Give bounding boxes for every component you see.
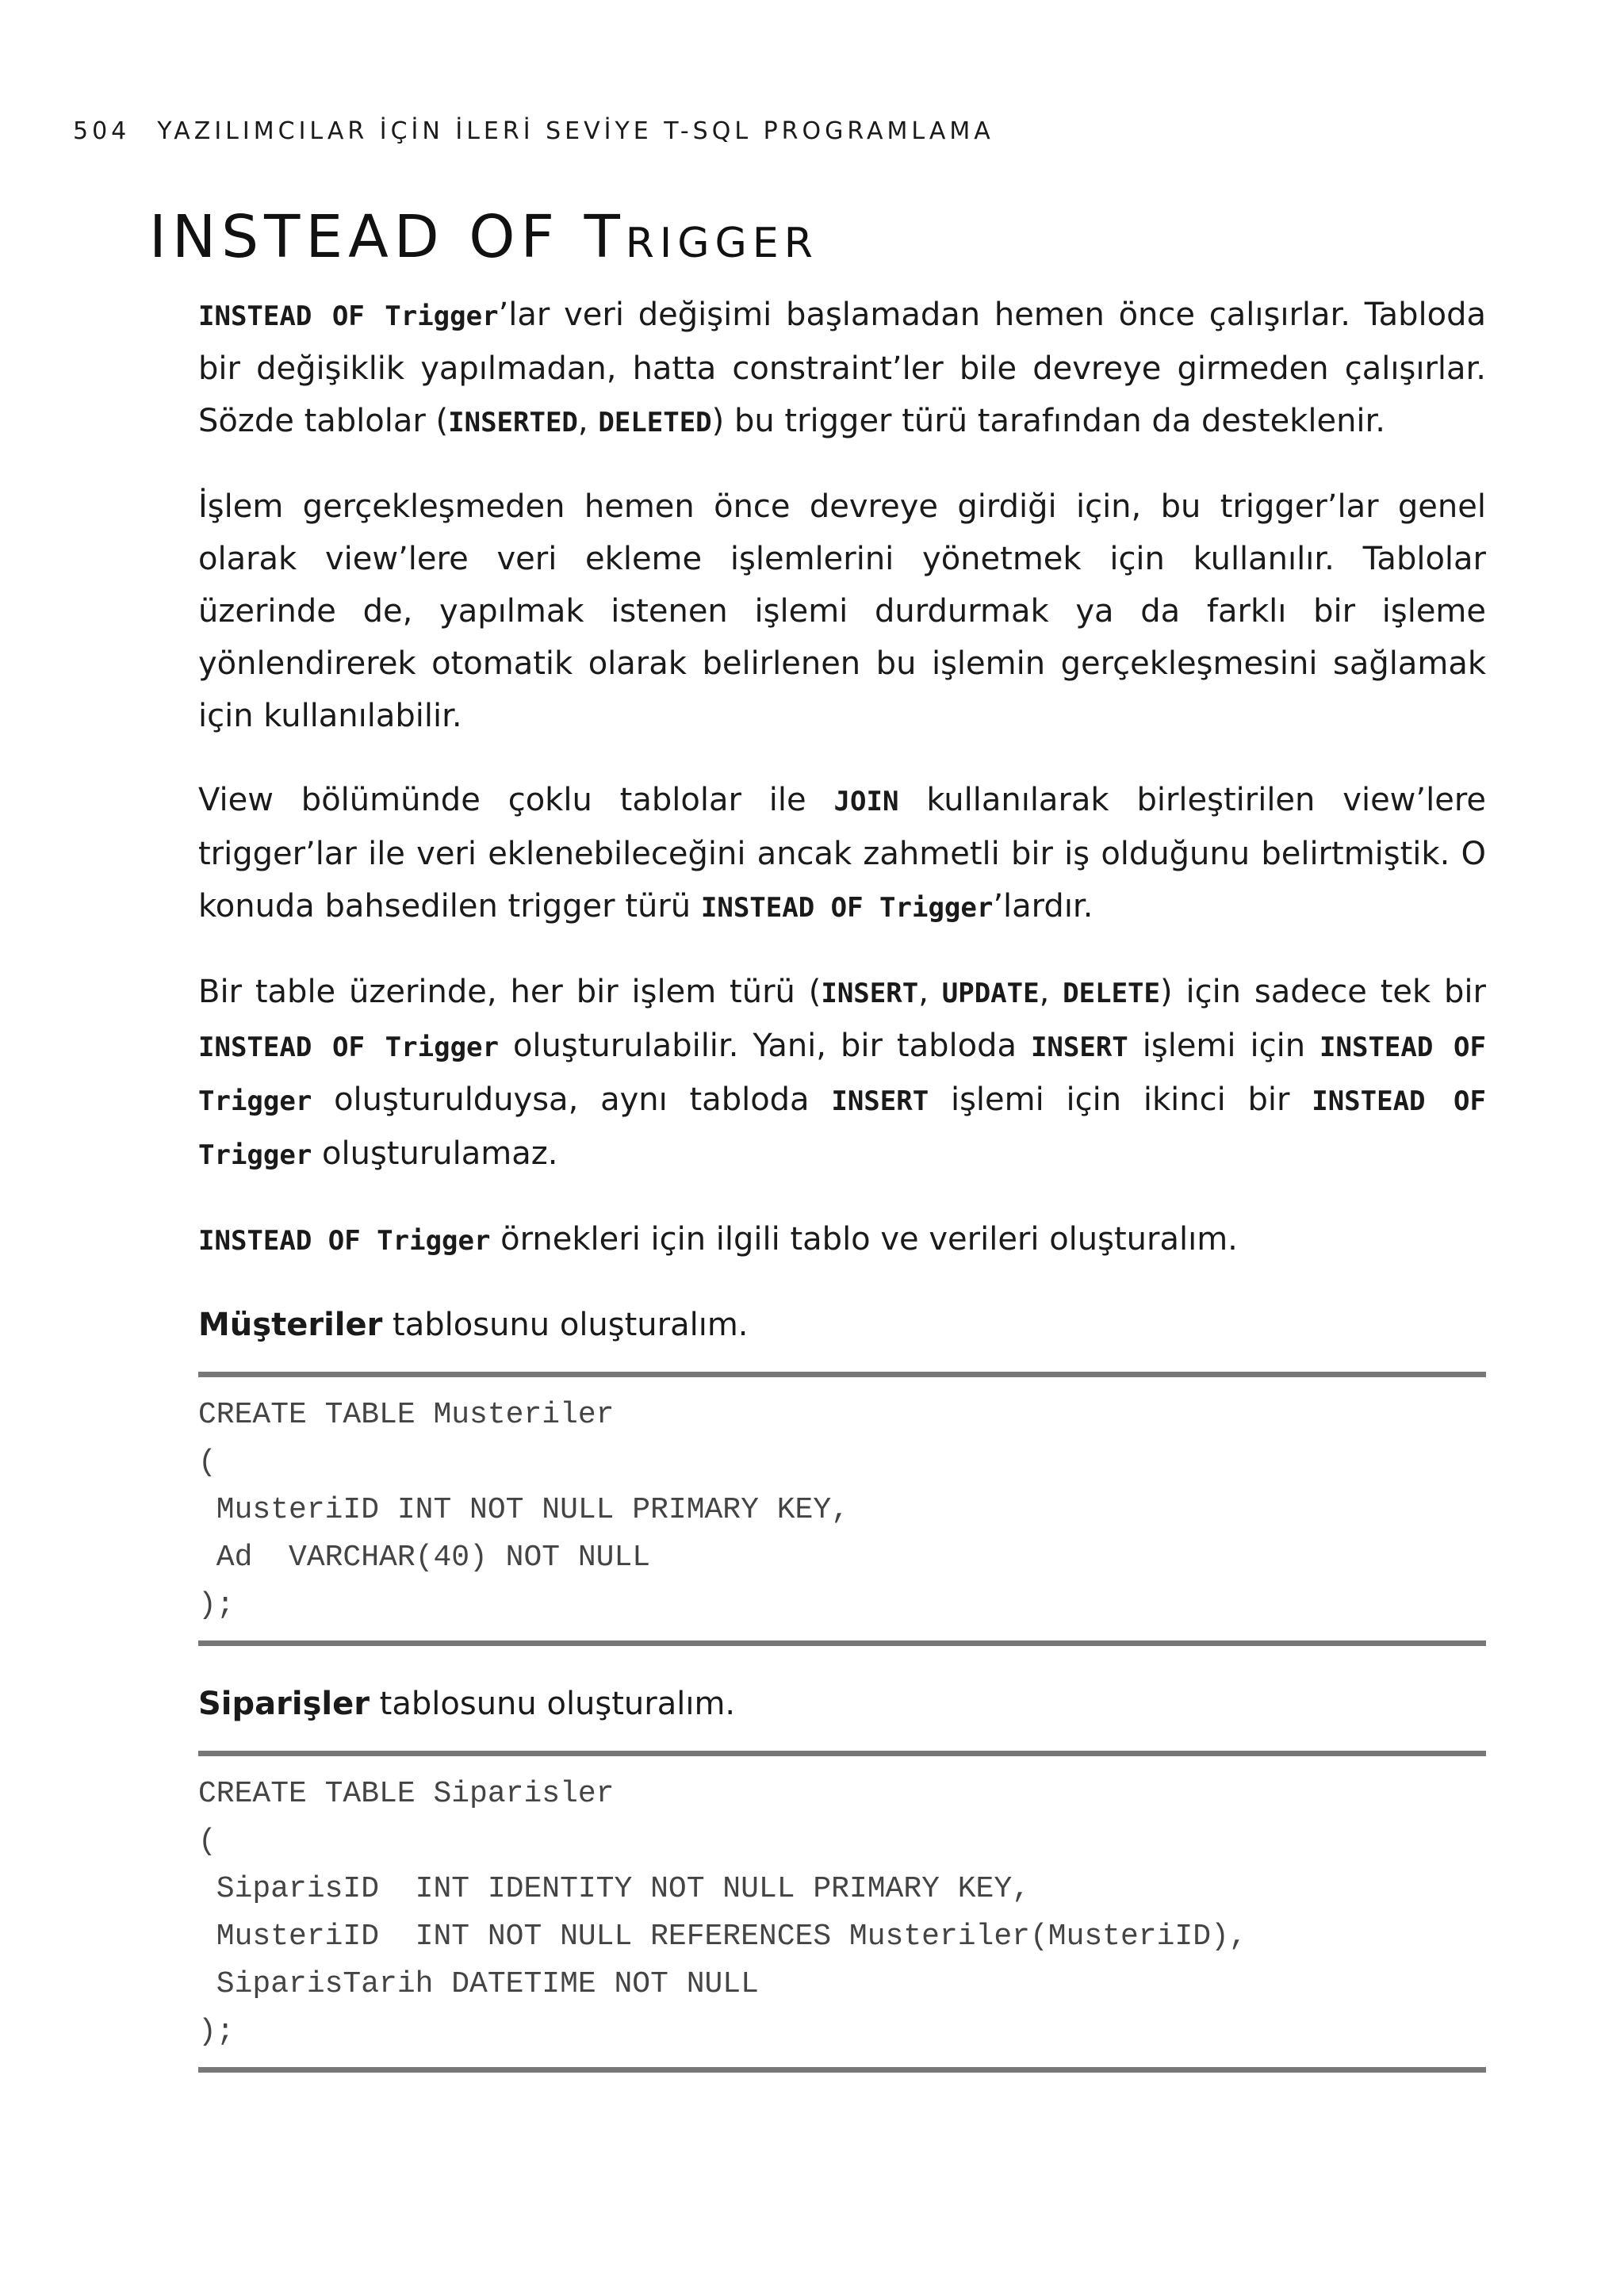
keyword-delete: DELETE	[1063, 978, 1160, 1009]
paragraph-text: kullanılarak birleştirilen view’lere trigger’lar ile veri eklenebileceğini ancak zahmetli bir iş olduğunu belirtmiştik. O konuda bahsedilen trigger türü	[198, 782, 1487, 925]
siparisler-table-name: Siparişler	[198, 1686, 370, 1722]
running-header	[73, 117, 994, 145]
paragraph-text: işlemi için ikinci bir	[929, 1081, 1312, 1118]
paragraph-text: İşlem gerçekleşmeden hemen önce devreye girdiği için, bu trigger’lar genel olarak view’lere veri ekleme işlemlerini yönetmek için kullanılır. Tablolar üzerinde de, yapılmak istenen işlemi durdurmak ya da farklı bir işleme yönlendirerek otomatik olarak belirlenen bu işlemin gerçekleşmesini sağlamak için kullanılabilir.	[198, 488, 1486, 734]
paragraph-text: ,	[1039, 974, 1063, 1010]
code-line: (	[198, 1824, 216, 1859]
paragraph-text: View bölümünde çoklu tablolar ile	[198, 782, 834, 818]
code-block-siparisler	[198, 1751, 1486, 2073]
section-title	[149, 203, 818, 271]
paragraph-3	[198, 774, 1486, 934]
keyword-insert: INSERT	[821, 978, 919, 1009]
book-title: YAZILIMCILAR İÇİN İLERİ SEVİYE T-SQL PROGRAMLAMA	[157, 117, 994, 145]
keyword-instead-of-trigger: INSTEAD OF Trigger	[198, 1032, 499, 1063]
musteriler-intro	[198, 1299, 1486, 1351]
section-title-caps: INSTEAD OF	[149, 203, 561, 271]
paragraph-text: örnekleri için ilgili tablo ve verileri oluşturalım.	[490, 1221, 1238, 1258]
paragraph-text: ,	[577, 403, 599, 439]
paragraph-text: ’lar veri değişimi başlamadan hemen önce çalışırlar. Tabloda bir değişiklik yapılmadan, hatta constraint’ler bile devreye girmeden çalışırlar. Sözde tablolar (	[198, 297, 1486, 439]
code-block-musteriler	[198, 1372, 1486, 1646]
paragraph-text: oluşturulabilir. Yani, bir tabloda	[498, 1028, 1031, 1064]
code-line: Ad VARCHAR(40) NOT NULL	[198, 1541, 651, 1575]
paragraph-text: ) için sadece tek bir	[1160, 974, 1486, 1010]
keyword-insert: INSERT	[831, 1085, 929, 1117]
paragraph-5	[198, 1213, 1486, 1267]
keyword-join: JOIN	[833, 786, 899, 817]
paragraph-text: Bir table üzerinde, her bir işlem türü (	[198, 974, 822, 1010]
body-column	[198, 289, 1486, 2104]
keyword-instead-of-trigger: INSTEAD OF Trigger	[198, 1085, 1486, 1171]
paragraph-text: ,	[918, 974, 942, 1010]
keyword-update: UPDATE	[941, 978, 1040, 1009]
paragraph-text: oluşturulduysa, aynı tabloda	[312, 1081, 832, 1118]
keyword-instead-of-trigger: INSTEAD OF Trigger	[700, 892, 994, 924]
paragraph-2	[198, 480, 1486, 742]
paragraph-text: tablosunu oluşturalım.	[382, 1307, 749, 1343]
keyword-instead-of-trigger: INSTEAD OF Trigger	[198, 1032, 1486, 1117]
paragraph-text: tablosunu oluşturalım.	[369, 1686, 736, 1722]
keyword-instead-of-trigger: INSTEAD OF Trigger	[198, 301, 499, 332]
keyword-insert: INSERT	[1030, 1032, 1128, 1063]
keyword-instead-of-trigger: INSTEAD OF Trigger	[198, 1225, 491, 1257]
paragraph-1	[198, 289, 1486, 449]
code-line: CREATE TABLE Siparisler	[198, 1777, 615, 1811]
keyword-deleted: DELETED	[598, 407, 712, 438]
keyword-inserted: INSERTED	[448, 407, 578, 438]
page-number: 504	[73, 117, 131, 145]
siparisler-intro	[198, 1678, 1486, 1730]
code-line: );	[198, 1588, 235, 1622]
paragraph-text: işlemi için	[1128, 1028, 1320, 1064]
code-line: CREATE TABLE Musteriler	[198, 1398, 615, 1432]
paragraph-text: oluşturulamaz.	[312, 1135, 558, 1172]
paragraph-text: ) bu trigger türü tarafından da desteklenir.	[711, 403, 1386, 439]
code-line: SiparisTarih DATETIME NOT NULL	[198, 1967, 759, 2001]
paragraph-text: ’lardır.	[993, 888, 1094, 925]
musteriler-table-name: Müşteriler	[198, 1307, 383, 1343]
section-title-smallcaps: Trigger	[584, 203, 818, 271]
code-line: MusteriID INT NOT NULL PRIMARY KEY,	[198, 1493, 849, 1527]
code-line: SiparisID INT IDENTITY NOT NULL PRIMARY KEY,	[198, 1872, 1030, 1906]
paragraph-4	[198, 966, 1486, 1181]
code-line: (	[198, 1445, 216, 1480]
code-line: );	[198, 2015, 235, 2049]
code-line: MusteriID INT NOT NULL REFERENCES Musteriler(MusteriID),	[198, 1920, 1247, 1954]
